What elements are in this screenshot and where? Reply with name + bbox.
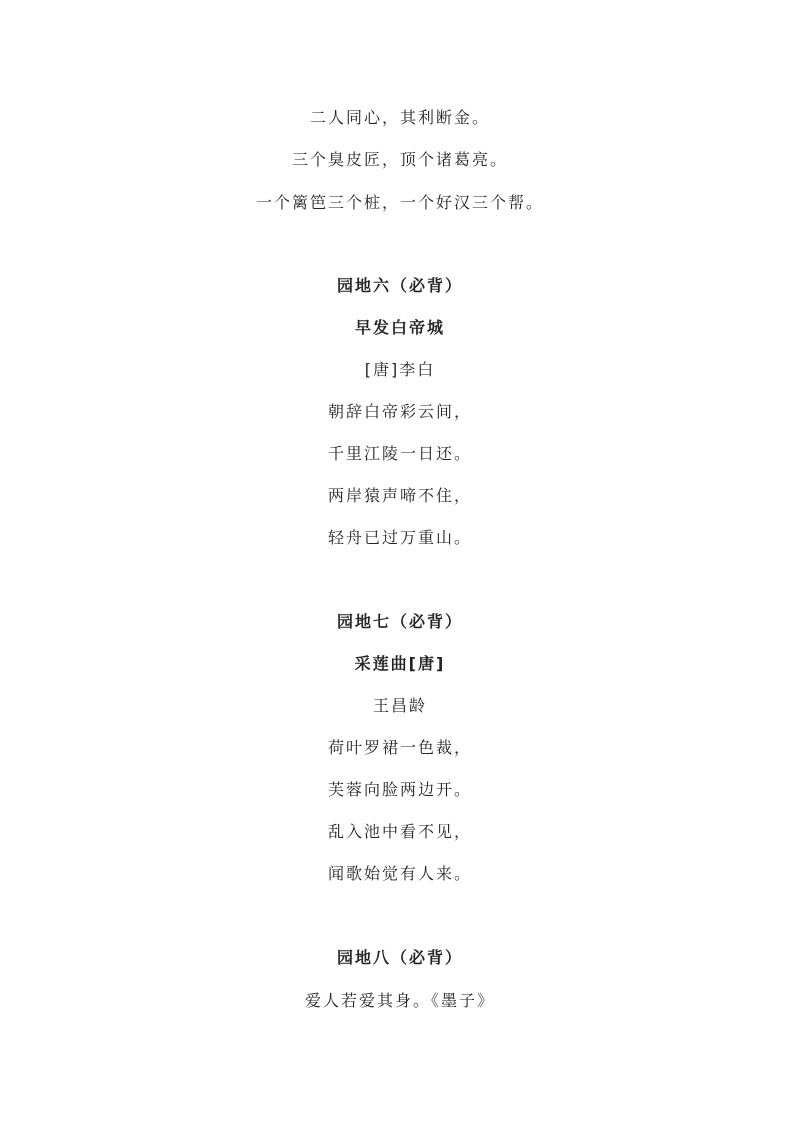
section-6-poem-title: 早发白帝城 [354, 318, 445, 337]
section-6-heading: 园地六（必背） [336, 276, 463, 295]
proverb-line-2: 三个臭皮匠，顶个诸葛亮。 [291, 150, 508, 169]
section-6-verse-4: 轻舟已过万重山。 [327, 528, 472, 547]
section-7-verse-4: 闻歌始觉有人来。 [327, 864, 472, 883]
section-7-author: 王昌龄 [372, 696, 427, 715]
section-8-heading: 园地八（必背） [336, 948, 463, 967]
proverb-line-1: 二人同心，其利断金。 [309, 108, 490, 127]
section-8-quote: 爱人若爱其身。《墨子》 [304, 991, 495, 1010]
section-6-verse-3: 两岸猿声啼不住， [327, 486, 472, 505]
section-7-verse-3: 乱入池中看不见， [327, 822, 472, 841]
section-7-heading: 园地七（必背） [336, 612, 463, 631]
section-7-verse-2: 芙蓉向脸两边开。 [327, 780, 472, 799]
section-7-verse-1: 荷叶罗裙一色裁， [327, 738, 472, 757]
section-6-verse-2: 千里江陵一日还。 [327, 444, 472, 463]
section-6-verse-1: 朝辞白帝彩云间， [327, 402, 472, 421]
section-7-poem-title: 采莲曲[唐] [354, 654, 446, 673]
proverb-line-3: 一个篱笆三个桩，一个好汉三个帮。 [255, 193, 544, 212]
section-6-author: [唐]李白 [364, 360, 436, 379]
